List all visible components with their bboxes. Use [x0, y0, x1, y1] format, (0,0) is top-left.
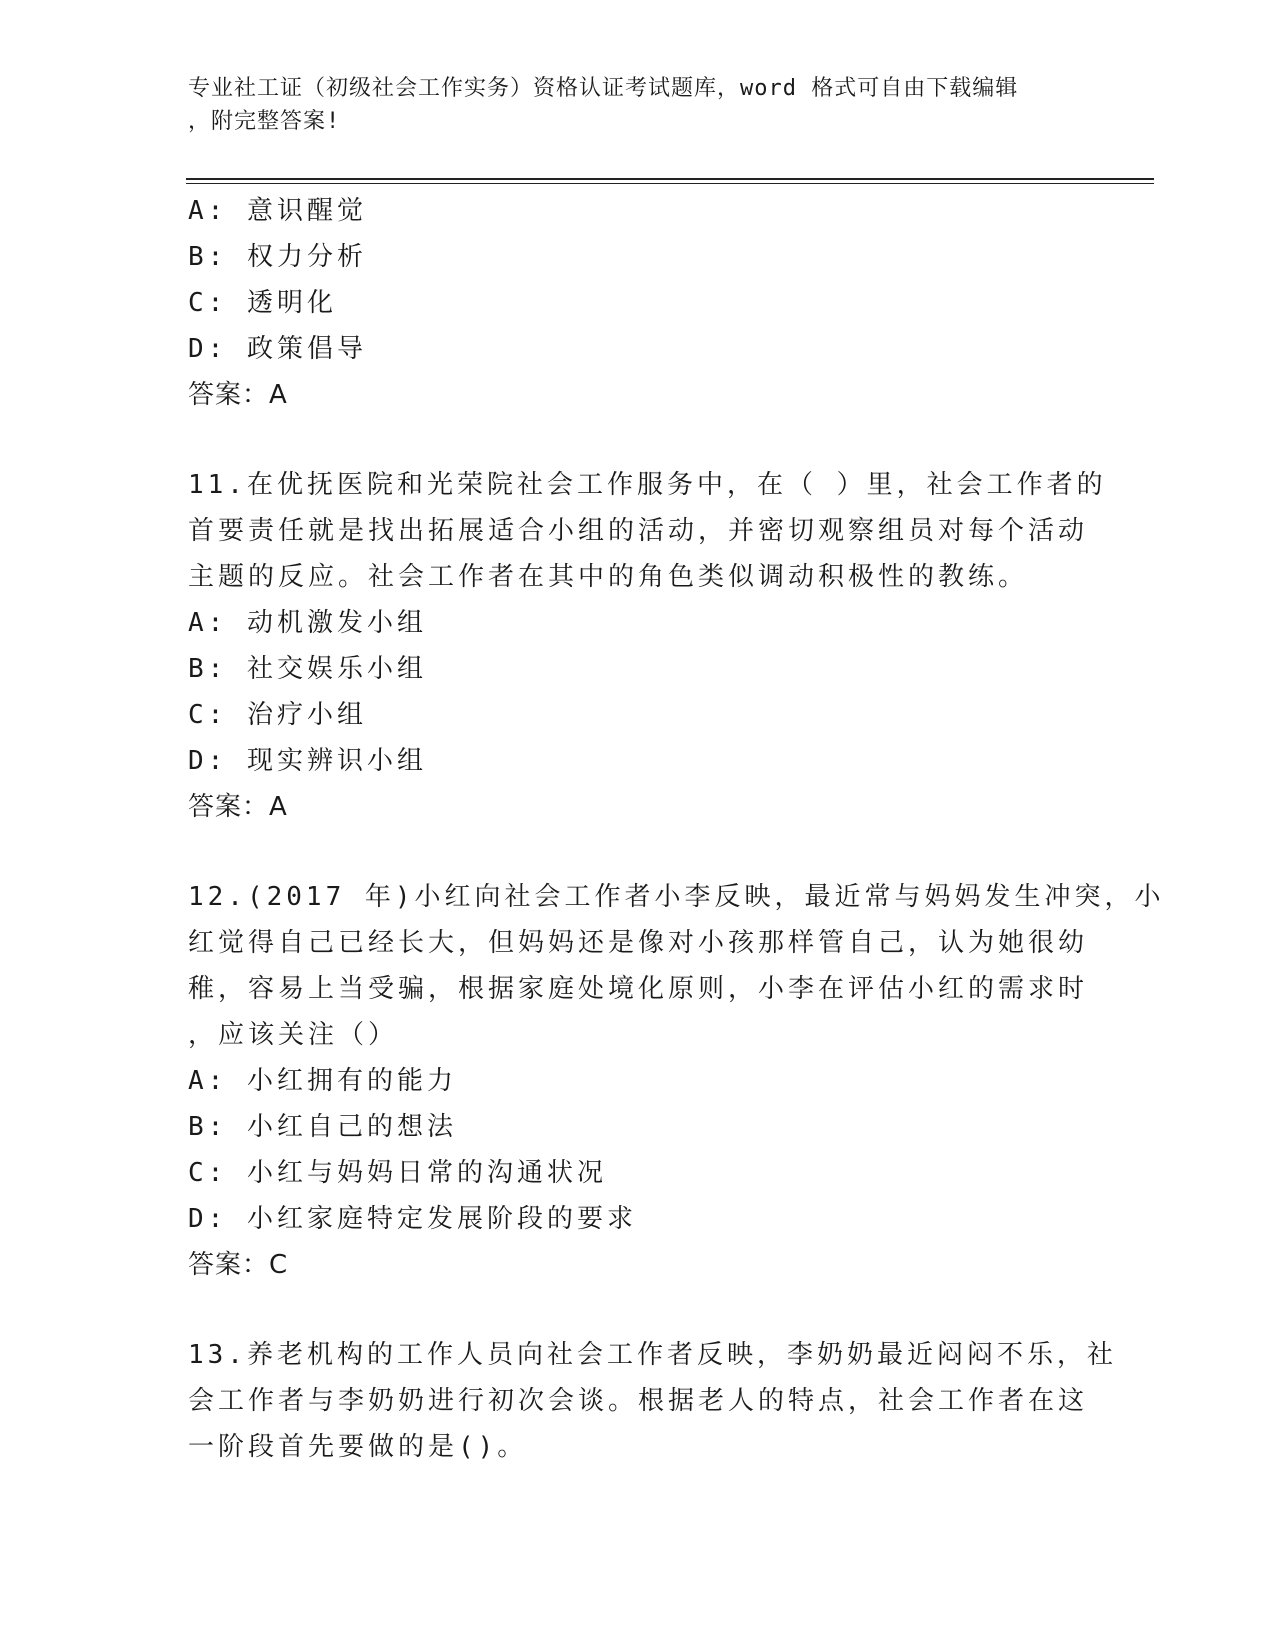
answer: 答案：A	[188, 792, 288, 822]
option-d: D: 政策倡导	[188, 334, 367, 364]
question-text-line: 12.(2017 年)小红向社会工作者小李反映，最近常与妈妈发生冲突，小	[188, 882, 1165, 912]
question-text-line: 主题的反应。社会工作者在其中的角色类似调动积极性的教练。	[188, 562, 1029, 592]
option-c: C: 小红与妈妈日常的沟通状况	[188, 1158, 607, 1188]
option-b: B: 小红自己的想法	[188, 1112, 457, 1142]
question-text-line: 11.在优抚医院和光荣院社会工作服务中，在（ ）里，社会工作者的	[188, 470, 1107, 500]
option-d: D: 小红家庭特定发展阶段的要求	[188, 1204, 637, 1234]
question-text-line: 首要责任就是找出拓展适合小组的活动，并密切观察组员对每个活动	[188, 516, 1089, 546]
question-text-line: 一阶段首先要做的是()。	[188, 1432, 528, 1462]
question-10-options	[188, 188, 1088, 418]
answer: 答案：A	[188, 380, 288, 410]
header-divider-thick	[186, 178, 1154, 180]
question-12	[188, 874, 1165, 1288]
question-text-line: 13.养老机构的工作人员向社会工作者反映，李奶奶最近闷闷不乐，社	[188, 1340, 1117, 1370]
option-a: A: 小红拥有的能力	[188, 1066, 457, 1096]
option-a: A: 意识醒觉	[188, 196, 367, 226]
question-content	[188, 188, 1165, 1470]
option-d: D: 现实辨识小组	[188, 746, 427, 776]
option-b: B: 权力分析	[188, 242, 367, 272]
document-header	[188, 72, 1068, 138]
question-11	[188, 462, 1107, 830]
option-c: C: 透明化	[188, 288, 337, 318]
header-divider-thin	[186, 183, 1154, 184]
option-c: C: 治疗小组	[188, 700, 367, 730]
option-b: B: 社交娱乐小组	[188, 654, 427, 684]
question-text-line: 会工作者与李奶奶进行初次会谈。根据老人的特点，社会工作者在这	[188, 1386, 1089, 1416]
question-text-line: 红觉得自己已经长大，但妈妈还是像对小孩那样管自己，认为她很幼	[188, 928, 1089, 958]
answer: 答案：C	[188, 1250, 289, 1280]
header-line-1: 专业社工证（初级社会工作实务）资格认证考试题库，word 格式可自由下载编辑	[188, 76, 1019, 101]
option-a: A: 动机激发小组	[188, 608, 427, 638]
question-text-line: 稚，容易上当受骗，根据家庭处境化原则，小李在评估小红的需求时	[188, 974, 1089, 1004]
question-13	[188, 1332, 1117, 1470]
header-line-2: ，附完整答案!	[188, 109, 341, 134]
question-text-line: ，应该关注（）	[188, 1020, 399, 1050]
